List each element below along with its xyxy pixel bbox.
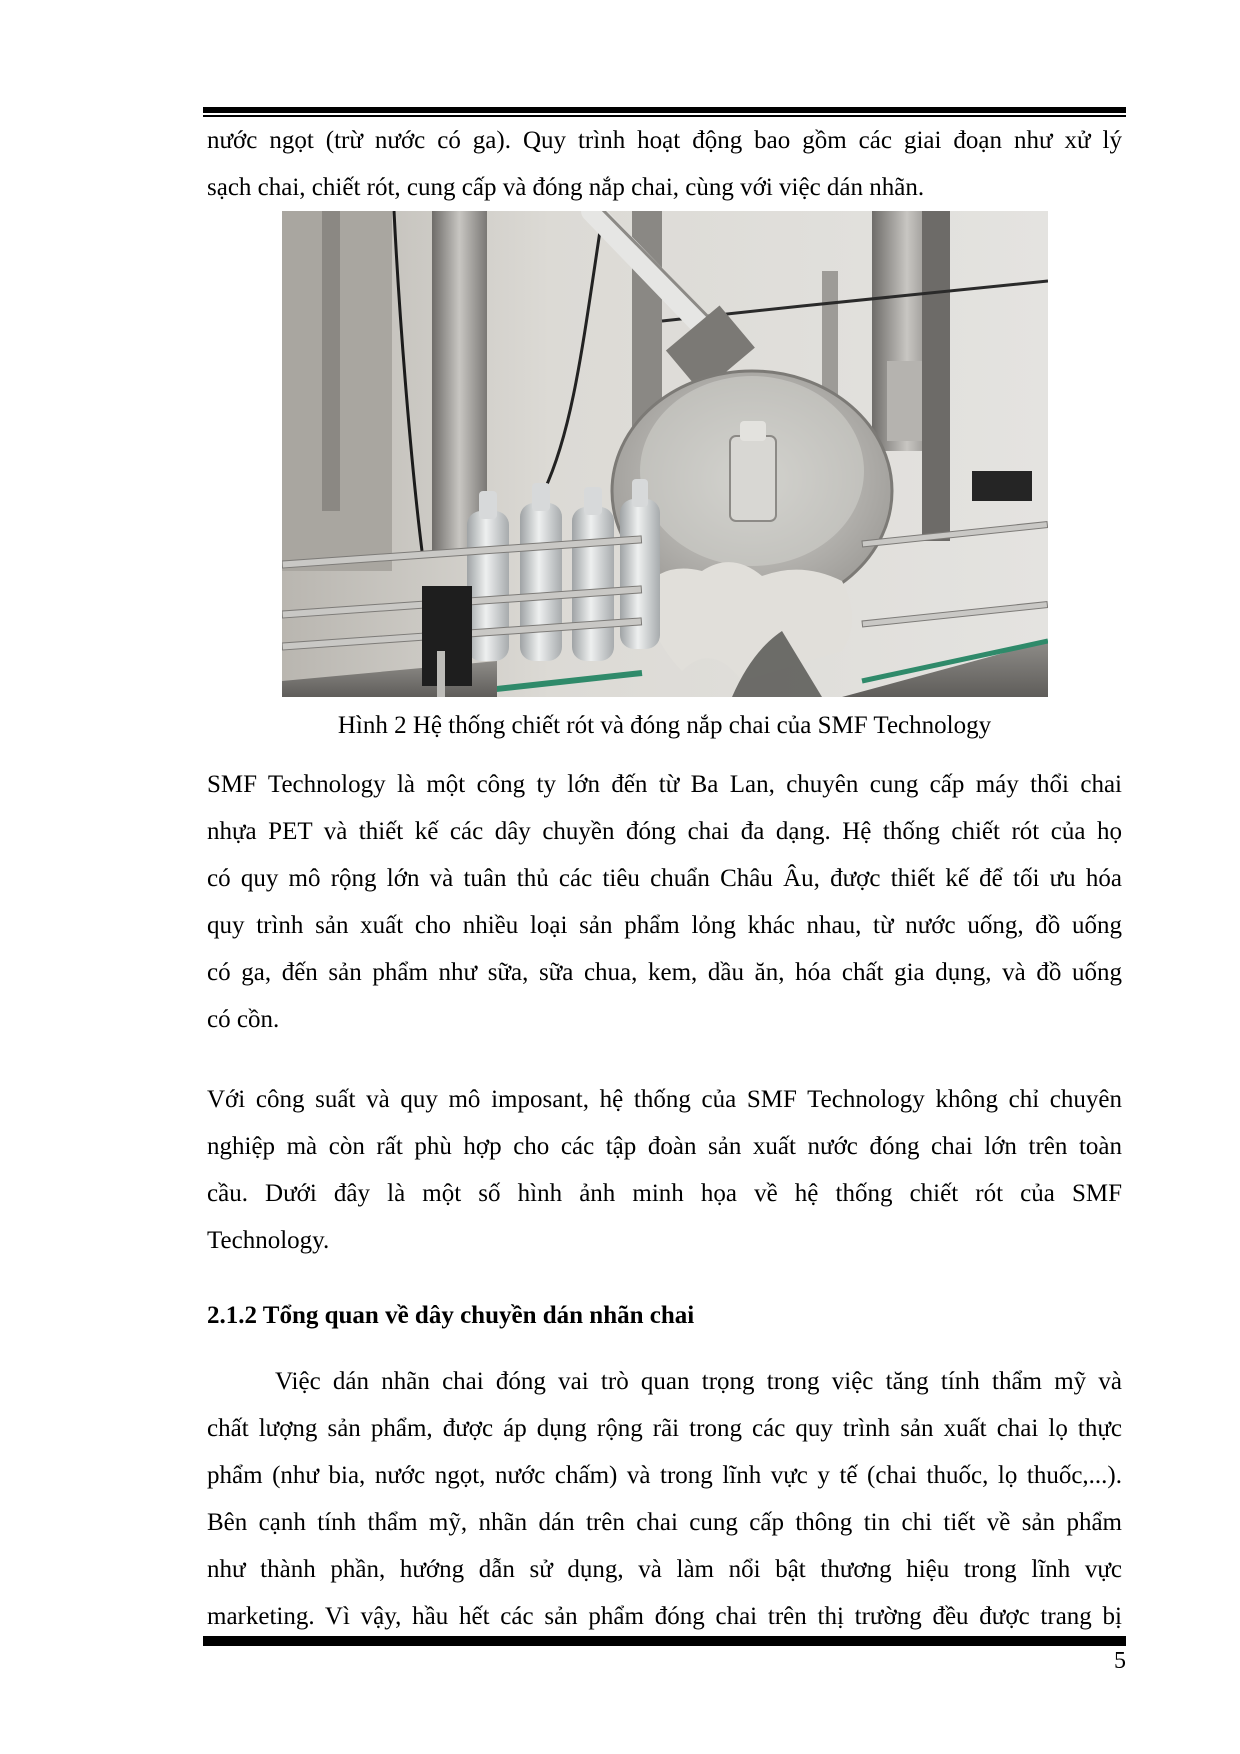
text-line: Việc dán nhãn chai đóng vai trò quan trọng trong việc tăng tính thẩm mỹ và xyxy=(275,1368,1122,1395)
text-line: Technology. xyxy=(207,1227,330,1254)
header-rule-thick xyxy=(203,107,1126,113)
bottling-machine-photo xyxy=(282,211,1048,697)
page-number: 5 xyxy=(1114,1648,1126,1674)
text-line: có ga, đến sản phẩm như sữa, sữa chua, kem, dầu ăn, hóa chất gia dụng, và đồ uống xyxy=(207,959,1122,986)
figure-image xyxy=(282,211,1048,697)
text-line: nhựa PET và thiết kế các dây chuyền đóng chai đa dạng. Hệ thống chiết rót của họ xyxy=(207,818,1122,845)
intro-paragraph xyxy=(207,117,1122,211)
text-line: có quy mô rộng lớn và tuân thủ các tiêu chuẩn Châu Âu, được thiết kế để tối ưu hóa xyxy=(207,865,1122,892)
paragraph-labeling-overview xyxy=(207,1358,1122,1640)
section-heading: 2.1.2 Tổng quan về dây chuyền dán nhãn chai xyxy=(207,1302,695,1329)
footer-rule xyxy=(203,1636,1126,1646)
paragraph-smf-overview xyxy=(207,761,1122,1043)
text-line: marketing. Vì vậy, hầu hết các sản phẩm đóng chai trên thị trường đều được trang bị xyxy=(207,1603,1122,1630)
text-line: quy trình sản xuất cho nhiều loại sản phẩm lỏng khác nhau, từ nước uống, đồ uống xyxy=(207,912,1122,939)
paragraph-smf-capacity xyxy=(207,1076,1122,1264)
text-line: Với công suất và quy mô imposant, hệ thống của SMF Technology không chỉ chuyên xyxy=(207,1086,1122,1113)
text-line: phẩm (như bia, nước ngọt, nước chấm) và trong lĩnh vực y tế (chai thuốc, lọ thuốc,...). xyxy=(207,1462,1122,1489)
text-line: cầu. Dưới đây là một số hình ảnh minh họa về hệ thống chiết rót của SMF xyxy=(207,1180,1122,1207)
text-line: nước ngọt (trừ nước có ga). Quy trình hoạt động bao gồm các giai đoạn như xử lý xyxy=(207,127,1122,154)
text-line: chất lượng sản phẩm, được áp dụng rộng rãi trong các quy trình sản xuất chai lọ thực xyxy=(207,1415,1122,1442)
text-line: nghiệp mà còn rất phù hợp cho các tập đoàn sản xuất nước đóng chai lớn trên toàn xyxy=(207,1133,1122,1160)
text-line: sạch chai, chiết rót, cung cấp và đóng nắp chai, cùng với việc dán nhãn. xyxy=(207,174,925,201)
text-line: như thành phần, hướng dẫn sử dụng, và làm nổi bật thương hiệu trong lĩnh vực xyxy=(207,1556,1122,1583)
text-line: SMF Technology là một công ty lớn đến từ Ba Lan, chuyên cung cấp máy thổi chai xyxy=(207,771,1122,798)
text-line: có cồn. xyxy=(207,1006,280,1033)
text-line: Bên cạnh tính thẩm mỹ, nhãn dán trên chai cung cấp thông tin chi tiết về sản phẩm xyxy=(207,1509,1122,1536)
figure-caption: Hình 2 Hệ thống chiết rót và đóng nắp chai của SMF Technology xyxy=(337,712,992,739)
